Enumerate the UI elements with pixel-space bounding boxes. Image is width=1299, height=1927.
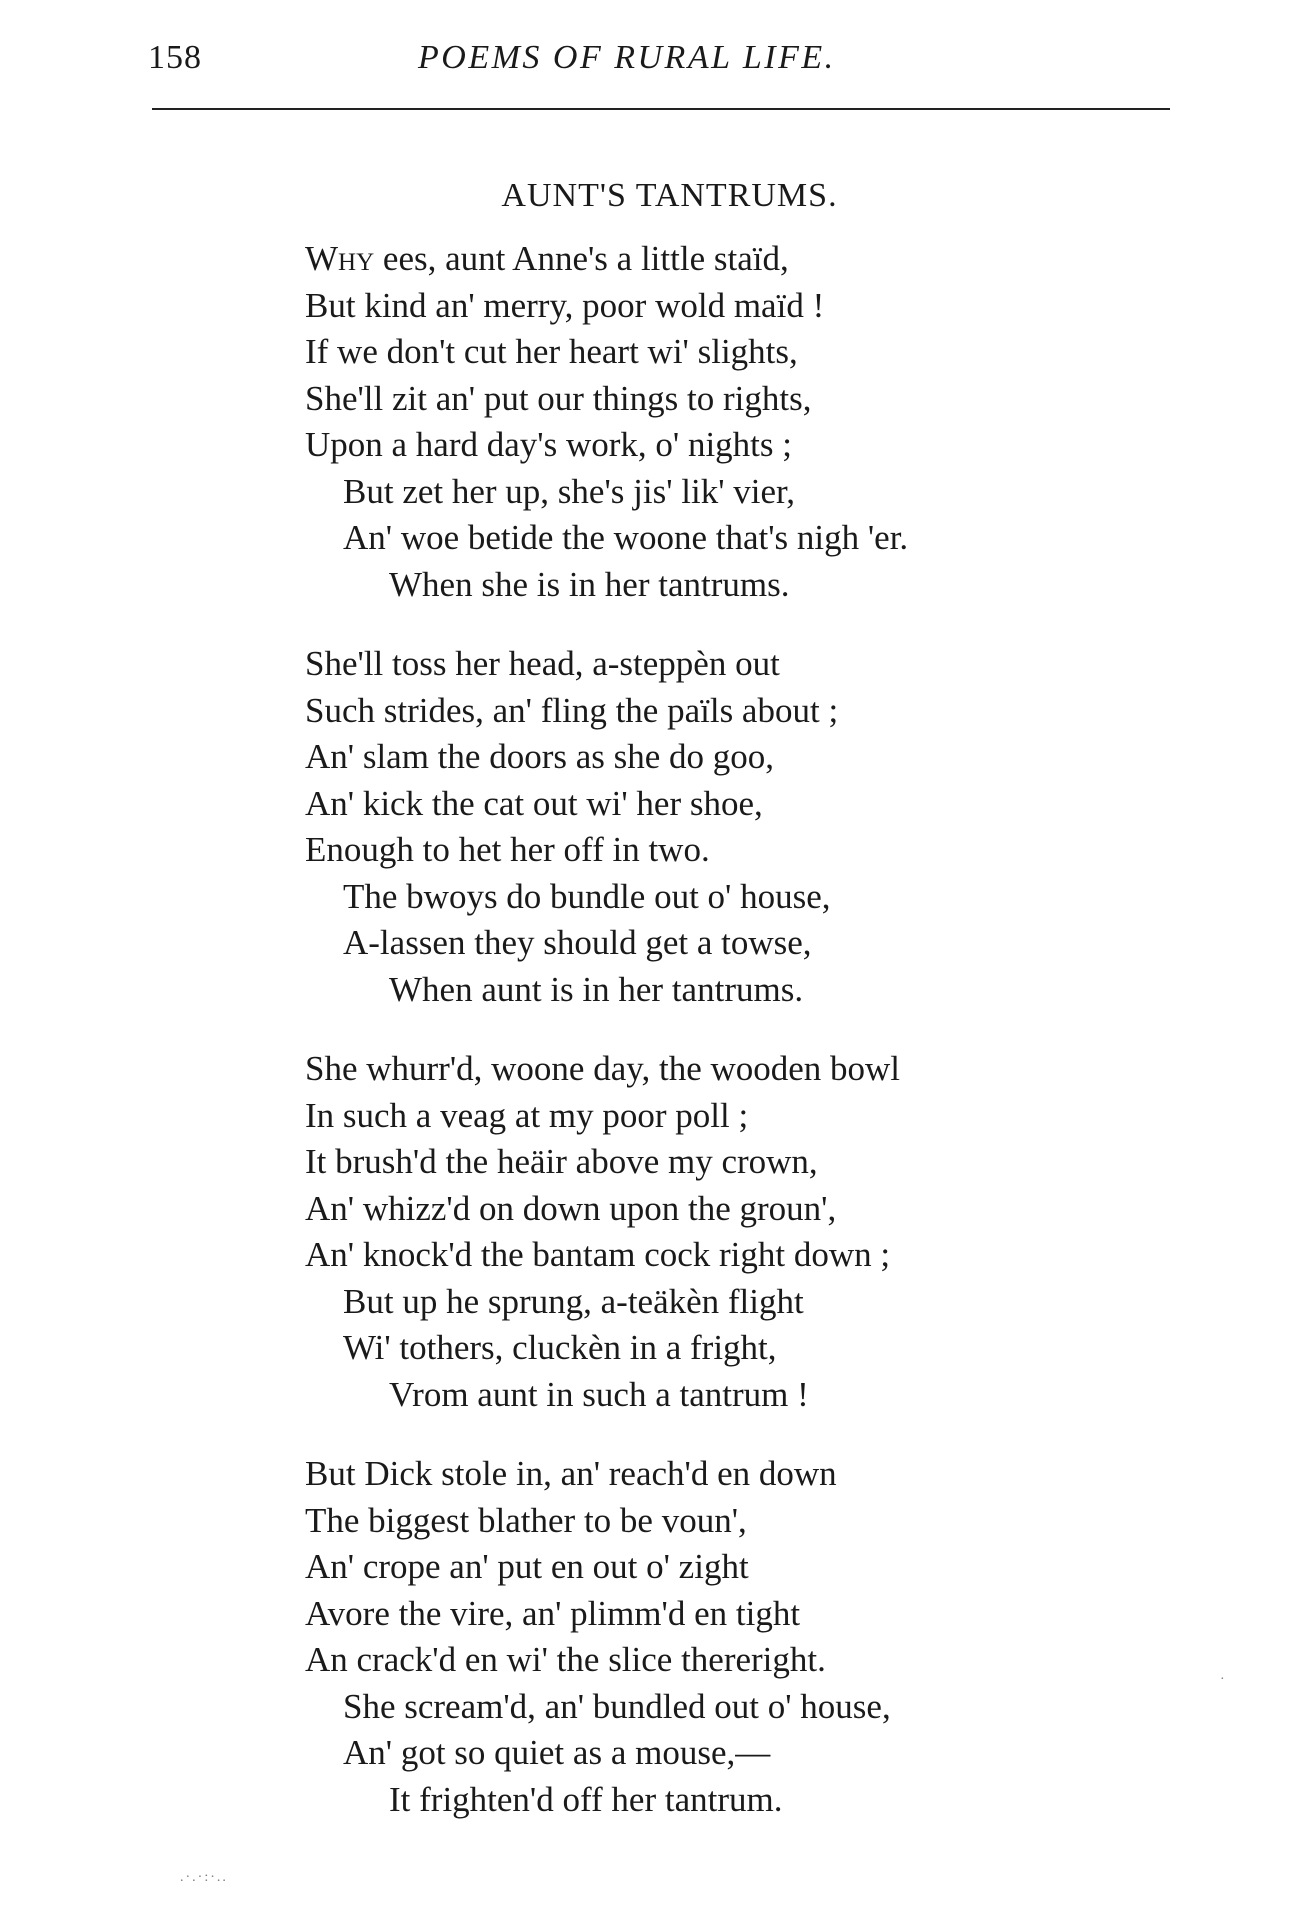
poem-line: An' crope an' put en out o' zight: [305, 1547, 749, 1586]
poem-line: But zet her up, she's jis' lik' vier,: [343, 471, 796, 511]
stanza: [305, 1451, 1155, 1823]
poem-line: An' got so quiet as a mouse,—: [343, 1733, 771, 1772]
poem-line: An crack'd en wi' the slice thereright.: [305, 1640, 826, 1679]
header-rule: [152, 108, 1170, 110]
poem-line: An' woe betide the woone that's nigh 'er.: [343, 518, 909, 557]
poem-line: It brush'd the heäir above my crown,: [305, 1142, 818, 1181]
poem-line: It frighten'd off her tantrum.: [389, 1779, 783, 1819]
poem-line: Vrom aunt in such a tantrum !: [389, 1374, 809, 1414]
stanza: [305, 236, 1155, 608]
poem-line: Such strides, an' fling the païls about ;: [305, 690, 839, 730]
poem-line: She scream'd, an' bundled out o' house,: [343, 1686, 891, 1726]
poem-line: An' kick the cat out wi' her shoe,: [305, 783, 763, 823]
stanza: [305, 641, 1155, 1013]
page-header: [148, 38, 1170, 88]
poem-line: When aunt is in her tantrums.: [389, 969, 804, 1009]
poem-line: In such a veag at my poor poll ;: [305, 1095, 749, 1135]
poem-line: An' whizz'd on down upon the groun',: [305, 1188, 837, 1228]
poem-body: [305, 236, 1155, 1856]
poem-line: A-lassen they should get a towse,: [343, 923, 812, 962]
poem-line: The biggest blather to be voun',: [305, 1500, 747, 1540]
poem-line: Wi' tothers, cluckèn in a fright,: [343, 1328, 777, 1367]
print-speck: .·.·:·..: [180, 1870, 228, 1885]
poem-line: But kind an' merry, poor wold maïd !: [305, 285, 825, 325]
poem-line: She whurr'd, woone day, the wooden bowl: [305, 1049, 901, 1088]
opening-word: Why: [305, 239, 375, 278]
stanza: [305, 1046, 1155, 1418]
poem-line: The bwoys do bundle out o' house,: [343, 876, 831, 916]
poem-line: When she is in her tantrums.: [389, 564, 790, 604]
poem-line: An' knock'd the bantam cock right down ;: [305, 1235, 891, 1274]
poem-line: If we don't cut her heart wi' slights,: [305, 332, 798, 371]
running-head: POEMS OF RURAL LIFE.: [418, 39, 836, 76]
page-number: 158: [148, 39, 202, 76]
poem-line: She'll zit an' put our things to rights,: [305, 378, 812, 418]
poem-line: Why ees, aunt Anne's a little staïd,: [305, 239, 789, 278]
poem-line: Enough to het her off in two.: [305, 830, 710, 869]
poem-line: An' slam the doors as she do goo,: [305, 737, 775, 776]
poem-title: AUNT'S TANTRUMS.: [501, 177, 838, 214]
poem-line: She'll toss her head, a-steppèn out: [305, 644, 780, 683]
poem-line: Upon a hard day's work, o' nights ;: [305, 425, 792, 464]
poem-line: But up he sprung, a-teäkèn flight: [343, 1281, 804, 1321]
poem-line: Avore the vire, an' plimm'd en tight: [305, 1593, 801, 1633]
print-speck: ·: [1220, 1672, 1225, 1687]
poem-line: But Dick stole in, an' reach'd en down: [305, 1454, 837, 1493]
